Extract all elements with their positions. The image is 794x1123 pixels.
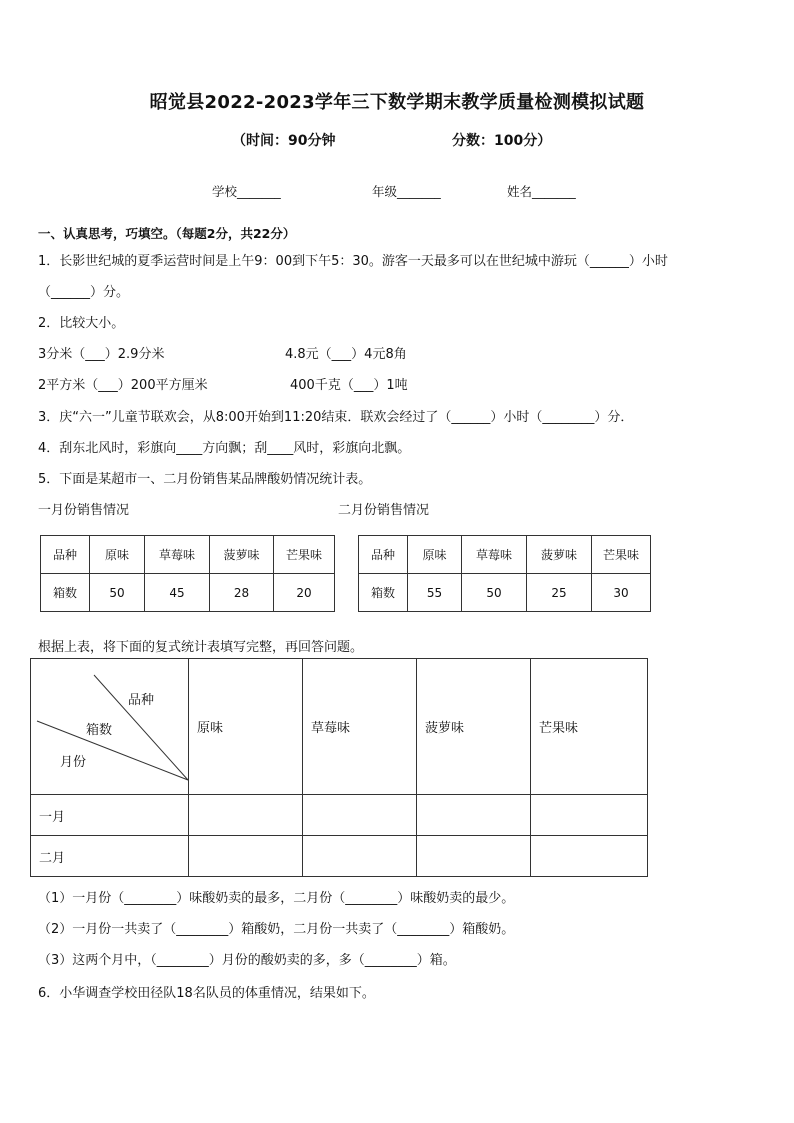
answer-cell[interactable] [189,836,303,877]
table-header-cell: 草莓味 [145,536,210,574]
question-2-c: 2平方米（___）200平方厘米 [38,378,208,393]
question-2-b: 4.8元（___）4元8角 [285,347,407,362]
question-5-intro: 5．下面是某超市一、二月份销售某品牌酸奶情况统计表。 [38,472,372,487]
diag-label-boxes: 箱数 [86,723,113,738]
question-1-line-2: （______）分。 [38,285,130,300]
answer-cell[interactable] [189,795,303,836]
table-header-cell: 品种 [41,536,90,574]
section-heading: 一、认真思考，巧填空。（每题2分，共22分） [38,226,296,241]
table-header-cell: 品种 [359,536,408,574]
table-cell: 28 [210,574,274,612]
question-6: 6．小华调查学校田径队18名队员的体重情况，结果如下。 [38,986,375,1001]
table-row [31,659,648,795]
table-row-label: 箱数 [41,574,90,612]
table-header-cell: 芒果味 [274,536,335,574]
diagonal-header-cell [31,659,189,795]
column-header: 草莓味 [303,659,417,795]
table-row-label: 箱数 [359,574,408,612]
question-2-d: 400千克（___）1吨 [290,378,408,393]
question-2-a: 3分米（___）2.9分米 [38,347,165,362]
page-title: 昭觉县2022-2023学年三下数学期末教学质量检测模拟试题 [149,92,645,113]
table-row [359,536,651,574]
jan-caption: 一月份销售情况 [38,503,130,518]
column-header: 芒果味 [531,659,648,795]
question-4: 4．刮东北风时，彩旗向____方向飘；刮____风时，彩旗向北飘。 [38,441,411,456]
jan-sales-table [40,535,335,612]
exam-score: 分数：100分） [452,133,552,149]
answer-cell[interactable] [531,795,648,836]
question-5-sub-3: （3）这两个月中，（________）月份的酸奶卖的多，多（________）箱。 [38,953,456,968]
feb-sales-table [358,535,651,612]
table-cell: 50 [90,574,145,612]
diag-label-variety: 品种 [128,693,155,708]
table-header-cell: 菠萝味 [210,536,274,574]
exam-time: （时间：90分钟 [232,133,336,149]
table-cell: 45 [145,574,210,612]
table-cell: 55 [408,574,462,612]
table-cell: 50 [462,574,527,612]
question-1-line-1: 1．长影世纪城的夏季运营时间是上午9：00到下午5：30。游客一天最多可以在世纪城中游玩（______）小时 [38,254,668,269]
row-label-jan: 一月 [31,795,189,836]
question-3: 3．庆“六一”儿童节联欢会，从8:00开始到11:20结束．联欢会经过了（______）小时（________）分． [38,410,634,425]
row-label-feb: 二月 [31,836,189,877]
answer-cell[interactable] [303,836,417,877]
table-header-cell: 原味 [90,536,145,574]
diagonal-lines [31,659,197,795]
table-header-cell: 菠萝味 [527,536,592,574]
table-cell: 30 [592,574,651,612]
feb-caption: 二月份销售情况 [338,503,430,518]
table-row [31,795,648,836]
question-2-title: 2．比较大小。 [38,316,125,331]
question-5-sub-1: （1）一月份（________）味酸奶卖的最多，二月份（________）味酸奶卖的最少。 [38,891,515,906]
table-row [41,574,335,612]
table-cell: 20 [274,574,335,612]
table-header-cell: 芒果味 [592,536,651,574]
name-field: 姓名_______ [507,184,576,199]
answer-cell[interactable] [417,795,531,836]
question-5-instruction: 根据上表，将下面的复式统计表填写完整，再回答问题。 [38,640,364,655]
answer-cell[interactable] [531,836,648,877]
table-header-cell: 原味 [408,536,462,574]
table-row [41,536,335,574]
table-row [359,574,651,612]
table-cell: 25 [527,574,592,612]
combined-stats-table [30,658,648,877]
column-header: 菠萝味 [417,659,531,795]
answer-cell[interactable] [303,795,417,836]
school-field: 学校_______ [212,184,281,199]
question-5-sub-2: （2）一月份一共卖了（________）箱酸奶，二月份一共卖了（________）箱酸奶。 [38,922,515,937]
diag-label-month: 月份 [60,755,87,770]
answer-cell[interactable] [417,836,531,877]
grade-field: 年级_______ [372,184,441,199]
table-header-cell: 草莓味 [462,536,527,574]
table-row [31,836,648,877]
column-header: 原味 [189,659,303,795]
